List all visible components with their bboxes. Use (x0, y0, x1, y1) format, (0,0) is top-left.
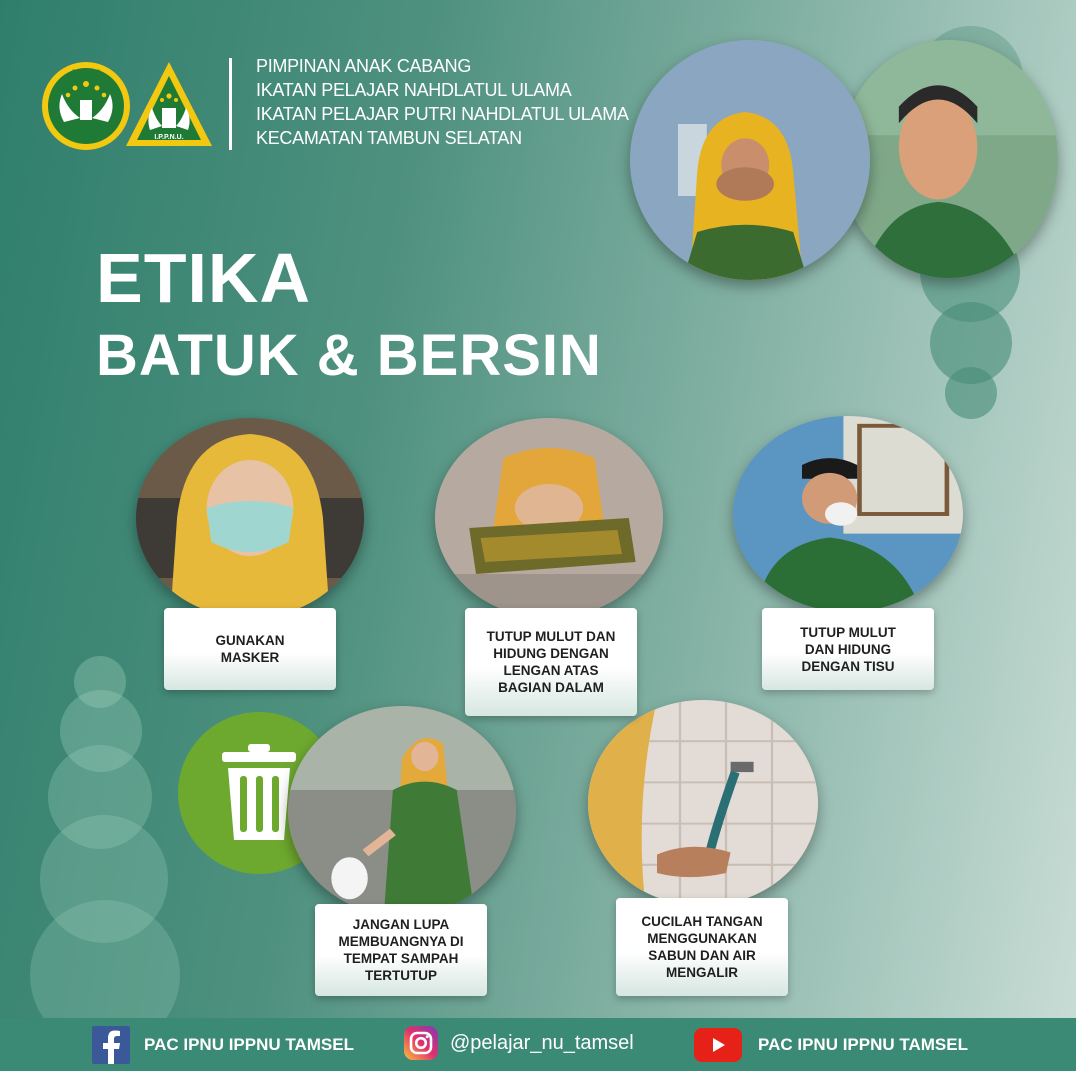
org-line: PIMPINAN ANAK CABANG (256, 56, 472, 76)
facebook-icon (92, 1026, 130, 1064)
photo-cover-cough (630, 40, 870, 280)
org-line: IKATAN PELAJAR NAHDLATUL ULAMA (256, 80, 572, 100)
ippnu-logo (122, 58, 216, 150)
step-label: GUNAKAN MASKER (215, 633, 285, 665)
facebook-label: PAC IPNU IPPNU TAMSEL (144, 1035, 354, 1054)
footer-youtube[interactable] (694, 1028, 968, 1062)
step-card-mask (164, 608, 336, 690)
instagram-icon (404, 1026, 438, 1060)
photo-tissue (733, 416, 963, 612)
step-label: TUTUP MULUT DAN HIDUNG DENGAN LENGAN ATAS BAGIAN DALAM (486, 629, 616, 695)
header-divider (229, 58, 232, 150)
step-card-trash (315, 904, 487, 996)
organization-name (256, 54, 629, 150)
step-card-tissue (762, 608, 934, 690)
photo-throw-trash (288, 706, 516, 916)
footer-instagram[interactable] (404, 1026, 634, 1060)
youtube-icon (694, 1028, 742, 1062)
photo-wash-hands (588, 700, 818, 906)
footer-facebook[interactable] (92, 1026, 354, 1064)
photo-elbow (435, 418, 663, 618)
youtube-label: PAC IPNU IPPNU TAMSEL (758, 1035, 968, 1054)
org-line: IKATAN PELAJAR PUTRI NAHDLATUL ULAMA (256, 104, 629, 124)
instagram-label: @pelajar_nu_tamsel (450, 1031, 634, 1054)
ippnu-logo-text: I.P.P.N.U. (154, 134, 184, 141)
step-label: CUCILAH TANGAN MENGGUNAKAN SABUN DAN AIR MENGALIR (641, 914, 763, 980)
decorative-circle (945, 367, 997, 419)
ipnu-logo-text: I.P.N.U (72, 68, 100, 78)
step-label: JANGAN LUPA MEMBUANGNYA DI TEMPAT SAMPAH TERTUTUP (338, 917, 464, 983)
ipnu-logo (40, 60, 132, 152)
step-card-elbow (465, 608, 637, 716)
page-subtitle: BATUK & BERSIN (96, 323, 602, 388)
step-label: TUTUP MULUT DAN HIDUNG DENGAN TISU (800, 624, 896, 674)
org-line: KECAMATAN TAMBUN SELATAN (256, 128, 522, 148)
step-card-wash (616, 898, 788, 996)
photo-mask (136, 418, 364, 618)
page-title: ETIKA (96, 239, 311, 317)
photo-sneeze (840, 40, 1058, 278)
